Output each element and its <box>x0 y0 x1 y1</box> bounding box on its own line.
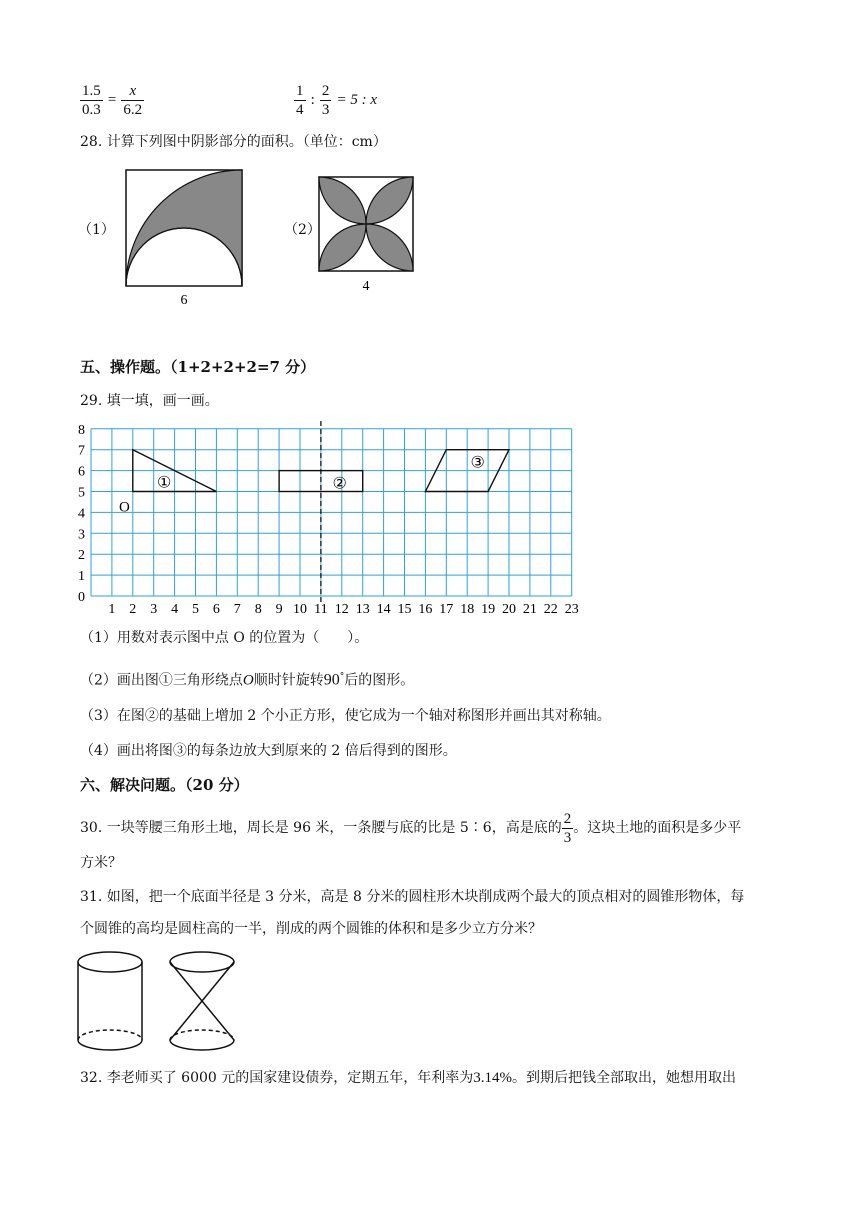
x-tick-label: 16 <box>418 602 433 617</box>
q29-sub2-a: （2）画出图①三角形绕点 <box>80 672 243 689</box>
q32-line1-a: 32. 李老师买了 6000 元的国家建设债券，定期五年，年利率为 <box>80 1070 474 1086</box>
q30-line1-a: 30. 一块等腰三角形土地，周长是 96 米，一条腰与底的比是 5∶6，高是底的 <box>80 820 562 836</box>
eq2-colon: : <box>310 92 315 108</box>
x-tick-label: 13 <box>355 602 370 617</box>
y-tick-label: 1 <box>78 569 85 585</box>
q29-text: 29. 填一填，画一画。 <box>80 393 219 409</box>
q29-sub1: （1）用数对表示图中点 O 的位置为（ ）。 <box>80 630 369 646</box>
x-tick-label: 11 <box>314 602 328 617</box>
x-tick-label: 7 <box>233 602 241 617</box>
section6-title: 六、解决问题。（20 分） <box>80 776 249 794</box>
triangle-1-label: ① <box>156 472 172 492</box>
fig2-label: （2） <box>284 222 321 238</box>
q29-sub3: （3）在图②的基础上增加 2 个小正方形，使它成为一个轴对称图形并画出其对称轴。 <box>80 708 611 724</box>
x-tick-label: 10 <box>293 602 307 617</box>
point-o-label: O <box>119 499 130 516</box>
q32-line1 <box>80 1068 736 1088</box>
x-tick-label: 2 <box>129 602 137 617</box>
eq2-den1: 4 <box>296 102 304 118</box>
x-tick-label: 14 <box>376 602 391 617</box>
equation-1 <box>80 82 144 119</box>
q31-line2: 个圆锥的高均是圆柱高的一半，削成的两个圆锥的体积和是多少立方分米？ <box>80 921 542 937</box>
q29-sub2-b: 顺时针旋转 <box>253 672 324 689</box>
x-tick-label: 19 <box>481 602 496 617</box>
fig1-label: （1） <box>78 222 115 238</box>
y-tick-label: 8 <box>78 422 85 438</box>
x-tick-label: 3 <box>150 602 158 617</box>
y-tick-label: 4 <box>78 506 85 522</box>
q30-frac-num: 2 <box>563 810 572 827</box>
q30-line1 <box>80 808 741 848</box>
coordinate-grid <box>70 418 590 618</box>
eq1-equals: = <box>107 92 117 108</box>
eq2-rest: = 5 : x <box>336 92 377 108</box>
x-tick-label: 21 <box>522 602 537 617</box>
eq2-num2: 2 <box>321 83 330 99</box>
eq1-num1: 1.5 <box>82 83 101 99</box>
section5-title: 五、操作题。（1+2+2+2=7 分） <box>80 358 316 376</box>
parallelogram-3-label: ③ <box>470 452 485 472</box>
q29-sub2-c: 后的图形。 <box>344 672 415 689</box>
x-tick-label: 9 <box>275 602 283 617</box>
q30-frac-den: 3 <box>563 829 572 846</box>
q29-sub2-sup: ° <box>339 672 345 682</box>
rectangle-2-label: ② <box>332 473 347 493</box>
x-tick-label: 8 <box>254 602 262 617</box>
x-tick-label: 15 <box>397 602 412 617</box>
q30-line1-b: 。这块土地的面积是多少平 <box>573 820 742 836</box>
y-tick-label: 0 <box>78 590 85 605</box>
x-tick-label: 1 <box>108 602 116 617</box>
eq1-num2: x <box>129 83 137 99</box>
eq1-den2: 6.2 <box>123 102 143 118</box>
q29-sub2-deg: 90 <box>323 671 340 689</box>
q29-sub4: （4）画出将图③的每条边放大到原来的 2 倍后得到的图形。 <box>80 743 457 759</box>
x-tick-label: 17 <box>439 602 454 617</box>
x-tick-label: 18 <box>460 602 475 617</box>
y-tick-label: 7 <box>78 443 85 459</box>
q30-line2: 方米？ <box>80 855 122 871</box>
cylinder-cones-figure <box>76 946 256 1056</box>
x-tick-label: 4 <box>171 602 179 617</box>
x-tick-label: 23 <box>564 602 579 617</box>
q32-rate: 3.14% <box>473 1070 512 1086</box>
fig2-flower-square <box>314 172 420 296</box>
eq1-den1: 0.3 <box>82 102 101 118</box>
x-tick-label: 12 <box>334 602 349 617</box>
x-tick-label: 20 <box>502 602 516 617</box>
fig1-dim: 6 <box>180 293 188 308</box>
eq2-den2: 3 <box>321 102 330 118</box>
fig2-dim: 4 <box>362 279 370 294</box>
equation-2 <box>294 82 377 119</box>
q31-line1: 31. 如图，把一个底面半径是 3 分米，高是 8 分米的圆柱形木块削成两个最大的顶点相对的圆锥形物体，每 <box>80 889 745 905</box>
y-tick-label: 6 <box>78 464 85 480</box>
x-tick-label: 22 <box>543 602 558 617</box>
x-tick-label: 5 <box>192 602 199 617</box>
y-tick-label: 3 <box>78 527 85 543</box>
eq2-num1: 1 <box>296 83 304 99</box>
fig1-shaded-square <box>120 164 250 314</box>
x-tick-label: 6 <box>212 602 220 617</box>
q29-sub2 <box>80 667 414 691</box>
q28-text: 28. 计算下列图中阴影部分的面积。（单位：cm） <box>80 134 387 150</box>
q32-line1-b: 。到期后把钱全部取出，她想用取出 <box>512 1070 736 1086</box>
y-tick-label: 2 <box>78 548 85 564</box>
y-tick-label: 5 <box>78 485 85 501</box>
q29-sub2-o: O <box>242 672 254 689</box>
